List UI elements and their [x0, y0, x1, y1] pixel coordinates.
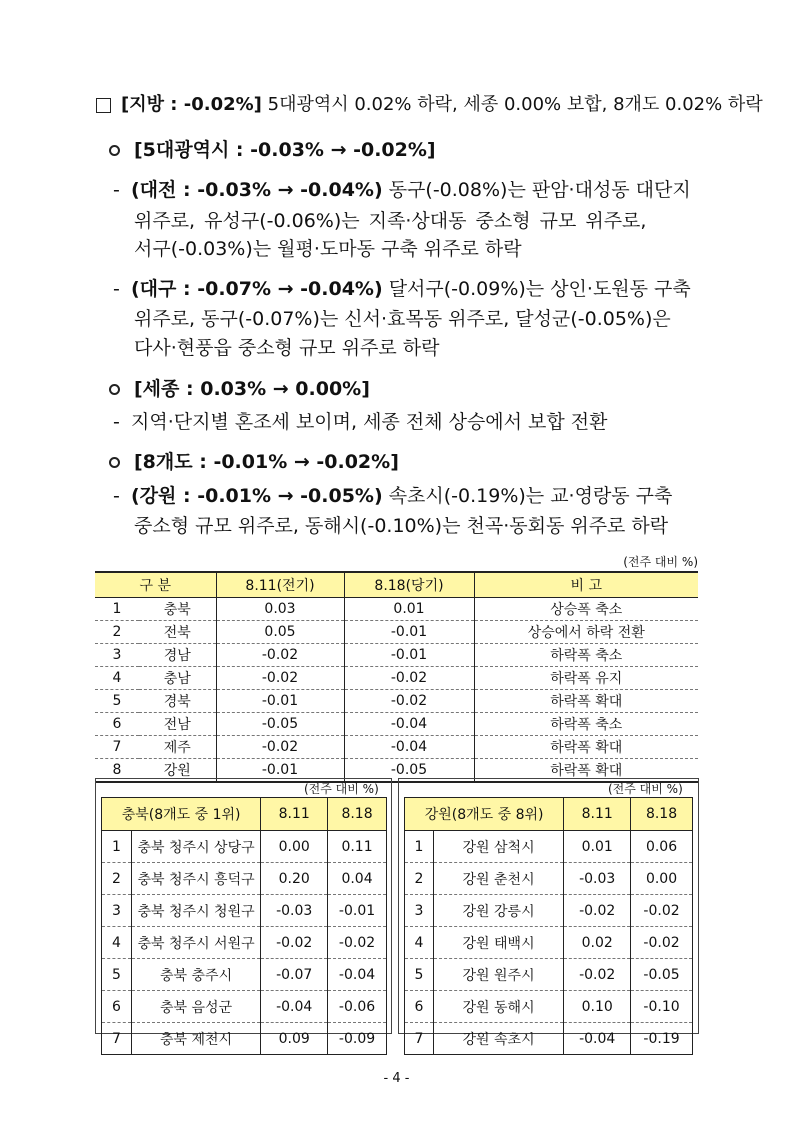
table-row — [405, 1023, 693, 1055]
page-number: - 4 - — [383, 1071, 410, 1086]
value-818: -0.01 — [328, 895, 387, 927]
table-header-row — [405, 798, 693, 831]
district-name: 강원 태백시 — [433, 927, 563, 959]
province-name: 전남 — [139, 713, 216, 736]
province-name: 제주 — [139, 736, 216, 759]
value-811: -0.02 — [564, 895, 631, 927]
district-name: 충북 제천시 — [131, 1023, 260, 1055]
headline — [121, 94, 763, 116]
row-index: 5 — [405, 959, 434, 991]
value-811: -0.02 — [564, 959, 631, 991]
gangwon-header-818: 8.18 — [631, 798, 693, 831]
daegu-line-1 — [131, 278, 691, 300]
district-name: 강원 원주시 — [433, 959, 563, 991]
sejong-title: [세종 : 0.03% → 0.00%] — [134, 378, 370, 400]
value-811: 0.20 — [261, 863, 328, 895]
district-name: 충북 청주시 서원구 — [131, 927, 260, 959]
row-index: 4 — [405, 927, 434, 959]
bullet-circle-icon — [109, 145, 120, 156]
value-818: -0.10 — [631, 991, 693, 1023]
table-row — [95, 713, 698, 736]
province-table — [95, 571, 698, 783]
table-row — [405, 895, 693, 927]
dash: - — [113, 485, 120, 507]
remarks-cell: 상승에서 하락 전환 — [474, 621, 698, 644]
chungbuk-header-818: 8.18 — [328, 798, 387, 831]
value-818: -0.04 — [328, 959, 387, 991]
dash: - — [113, 179, 120, 201]
value-818: -0.02 — [631, 927, 693, 959]
value-818: -0.09 — [328, 1023, 387, 1055]
checkbox-icon — [96, 98, 111, 113]
district-name: 충북 청주시 청원구 — [131, 895, 260, 927]
value-811: -0.04 — [261, 991, 328, 1023]
header-prev-week: 8.11(전기) — [216, 572, 344, 598]
remarks-cell: 하락폭 축소 — [474, 644, 698, 667]
remarks-cell: 하락폭 축소 — [474, 713, 698, 736]
row-index: 2 — [102, 863, 132, 895]
header-this-week: 8.18(당기) — [344, 572, 474, 598]
prev-week-value: -0.01 — [216, 690, 344, 713]
prev-week-value: -0.05 — [216, 713, 344, 736]
value-818: 0.11 — [328, 831, 387, 863]
value-818: 0.06 — [631, 831, 693, 863]
daegu-bold: (대구 : -0.07% → -0.04%) — [131, 278, 383, 300]
row-index: 7 — [95, 736, 139, 759]
metro-title: [5대광역시 : -0.03% → -0.02%] — [134, 139, 436, 161]
row-index: 3 — [95, 644, 139, 667]
this-week-value: -0.02 — [344, 690, 474, 713]
gangwon-table — [404, 797, 693, 1055]
district-name: 강원 동해시 — [433, 991, 563, 1023]
row-index: 6 — [95, 713, 139, 736]
chungbuk-header-811: 8.11 — [261, 798, 328, 831]
value-811: 0.01 — [564, 831, 631, 863]
row-index: 6 — [405, 991, 434, 1023]
bullet-circle-icon — [109, 384, 120, 395]
value-811: 0.02 — [564, 927, 631, 959]
province-name: 경남 — [139, 644, 216, 667]
table-row — [95, 736, 698, 759]
main-table-unit: (전주 대비 %) — [623, 555, 698, 569]
value-811: -0.07 — [261, 959, 328, 991]
row-index: 7 — [405, 1023, 434, 1055]
value-818: -0.06 — [328, 991, 387, 1023]
gangwon-bold: (강원 : -0.01% → -0.05%) — [131, 485, 383, 507]
dash: - — [113, 411, 120, 433]
table-row — [95, 598, 698, 621]
table-row — [405, 991, 693, 1023]
this-week-value: -0.04 — [344, 736, 474, 759]
row-index: 4 — [95, 667, 139, 690]
prev-week-value: -0.02 — [216, 736, 344, 759]
value-811: -0.03 — [564, 863, 631, 895]
prev-week-value: -0.02 — [216, 667, 344, 690]
remarks-cell: 상승폭 축소 — [474, 598, 698, 621]
value-818: -0.19 — [631, 1023, 693, 1055]
gangwon-header-region: 강원(8개도 중 8위) — [405, 798, 564, 831]
daegu-text: 달서구(-0.09%)는 상인·도원동 구축 — [382, 278, 691, 300]
table-row — [95, 621, 698, 644]
table-row — [102, 831, 387, 863]
remarks-cell: 하락폭 확대 — [474, 736, 698, 759]
table-header-row — [95, 572, 698, 598]
table-header-row — [102, 798, 387, 831]
value-818: -0.02 — [631, 895, 693, 927]
district-name: 강원 춘천시 — [433, 863, 563, 895]
daejeon-line-2: 위주로, 유성구(-0.06%)는 지족·상대동 중소형 규모 위주로, — [134, 210, 647, 232]
value-811: -0.03 — [261, 895, 328, 927]
remarks-cell: 하락폭 유지 — [474, 667, 698, 690]
province-name: 충북 — [139, 598, 216, 621]
provinces-title: [8개도 : -0.01% → -0.02%] — [134, 451, 399, 473]
row-index: 1 — [95, 598, 139, 621]
prev-week-value: 0.03 — [216, 598, 344, 621]
district-name: 충북 충주시 — [131, 959, 260, 991]
row-index: 3 — [405, 895, 434, 927]
row-index: 4 — [102, 927, 132, 959]
daejeon-bold: (대전 : -0.03% → -0.04%) — [131, 179, 383, 201]
table-row — [405, 959, 693, 991]
this-week-value: -0.01 — [344, 621, 474, 644]
row-index: 6 — [102, 991, 132, 1023]
value-818: -0.02 — [328, 927, 387, 959]
this-week-value: -0.05 — [344, 759, 474, 783]
daejeon-text: 동구(-0.08%)는 판암·대성동 대단지 — [382, 179, 691, 201]
bullet-circle-icon — [109, 457, 120, 468]
row-index: 2 — [405, 863, 434, 895]
row-index: 1 — [405, 831, 434, 863]
this-week-value: 0.01 — [344, 598, 474, 621]
gangwon-table-unit: (전주 대비 %) — [608, 782, 683, 796]
daejeon-line-1 — [131, 179, 691, 201]
province-name: 강원 — [139, 759, 216, 783]
table-row — [405, 863, 693, 895]
gangwon-line-1 — [131, 485, 672, 507]
table-row — [102, 927, 387, 959]
chungbuk-table-unit: (전주 대비 %) — [304, 782, 379, 796]
this-week-value: -0.02 — [344, 667, 474, 690]
row-index: 2 — [95, 621, 139, 644]
district-name: 충북 음성군 — [131, 991, 260, 1023]
district-name: 강원 속초시 — [433, 1023, 563, 1055]
remarks-cell: 하락폭 확대 — [474, 690, 698, 713]
value-818: 0.00 — [631, 863, 693, 895]
remarks-cell: 하락폭 확대 — [474, 759, 698, 783]
daegu-line-3: 다사·현풍읍 중소형 규모 위주로 하락 — [134, 337, 440, 359]
table-row — [405, 831, 693, 863]
province-name: 충남 — [139, 667, 216, 690]
table-row — [102, 991, 387, 1023]
district-name: 충북 청주시 흥덕구 — [131, 863, 260, 895]
row-index: 3 — [102, 895, 132, 927]
header-category: 구 분 — [95, 572, 216, 598]
row-index: 5 — [102, 959, 132, 991]
daejeon-line-3: 서구(-0.03%)는 월평·도마동 구축 위주로 하락 — [134, 238, 522, 260]
this-week-value: -0.04 — [344, 713, 474, 736]
table-row — [95, 644, 698, 667]
gangwon-header-811: 8.11 — [564, 798, 631, 831]
value-811: -0.02 — [261, 927, 328, 959]
row-index: 8 — [95, 759, 139, 783]
table-row — [95, 667, 698, 690]
dash: - — [113, 278, 120, 300]
value-811: 0.09 — [261, 1023, 328, 1055]
prev-week-value: 0.05 — [216, 621, 344, 644]
table-row — [102, 1023, 387, 1055]
chungbuk-header-region: 충북(8개도 중 1위) — [102, 798, 261, 831]
table-row — [102, 863, 387, 895]
district-name: 강원 강릉시 — [433, 895, 563, 927]
district-name: 강원 삼척시 — [433, 831, 563, 863]
row-index: 1 — [102, 831, 132, 863]
prev-week-value: -0.02 — [216, 644, 344, 667]
sejong-line-1: 지역·단지별 혼조세 보이며, 세종 전체 상승에서 보합 전환 — [131, 411, 608, 433]
gangwon-line-2: 중소형 규모 위주로, 동해시(-0.10%)는 천곡·동회동 위주로 하락 — [134, 515, 669, 537]
row-index: 5 — [95, 690, 139, 713]
prev-week-value: -0.01 — [216, 759, 344, 783]
header-remarks: 비 고 — [474, 572, 698, 598]
row-index: 7 — [102, 1023, 132, 1055]
chungbuk-table — [101, 797, 387, 1055]
province-name: 전북 — [139, 621, 216, 644]
table-row — [95, 690, 698, 713]
headline-text: 5대광역시 0.02% 하락, 세종 0.00% 보합, 8개도 0.02% 하락 — [261, 94, 763, 115]
value-811: 0.10 — [564, 991, 631, 1023]
value-818: 0.04 — [328, 863, 387, 895]
table-row — [102, 895, 387, 927]
headline-bold: [지방 : -0.02%] — [121, 94, 262, 115]
table-row — [405, 927, 693, 959]
value-811: -0.04 — [564, 1023, 631, 1055]
value-818: -0.05 — [631, 959, 693, 991]
this-week-value: -0.01 — [344, 644, 474, 667]
table-row — [102, 959, 387, 991]
district-name: 충북 청주시 상당구 — [131, 831, 260, 863]
daegu-line-2: 위주로, 동구(-0.07%)는 신서·효목동 위주로, 달성군(-0.05%)은 — [134, 308, 671, 330]
province-name: 경북 — [139, 690, 216, 713]
value-811: 0.00 — [261, 831, 328, 863]
gangwon-text: 속초시(-0.19%)는 교·영랑동 구축 — [382, 485, 673, 507]
